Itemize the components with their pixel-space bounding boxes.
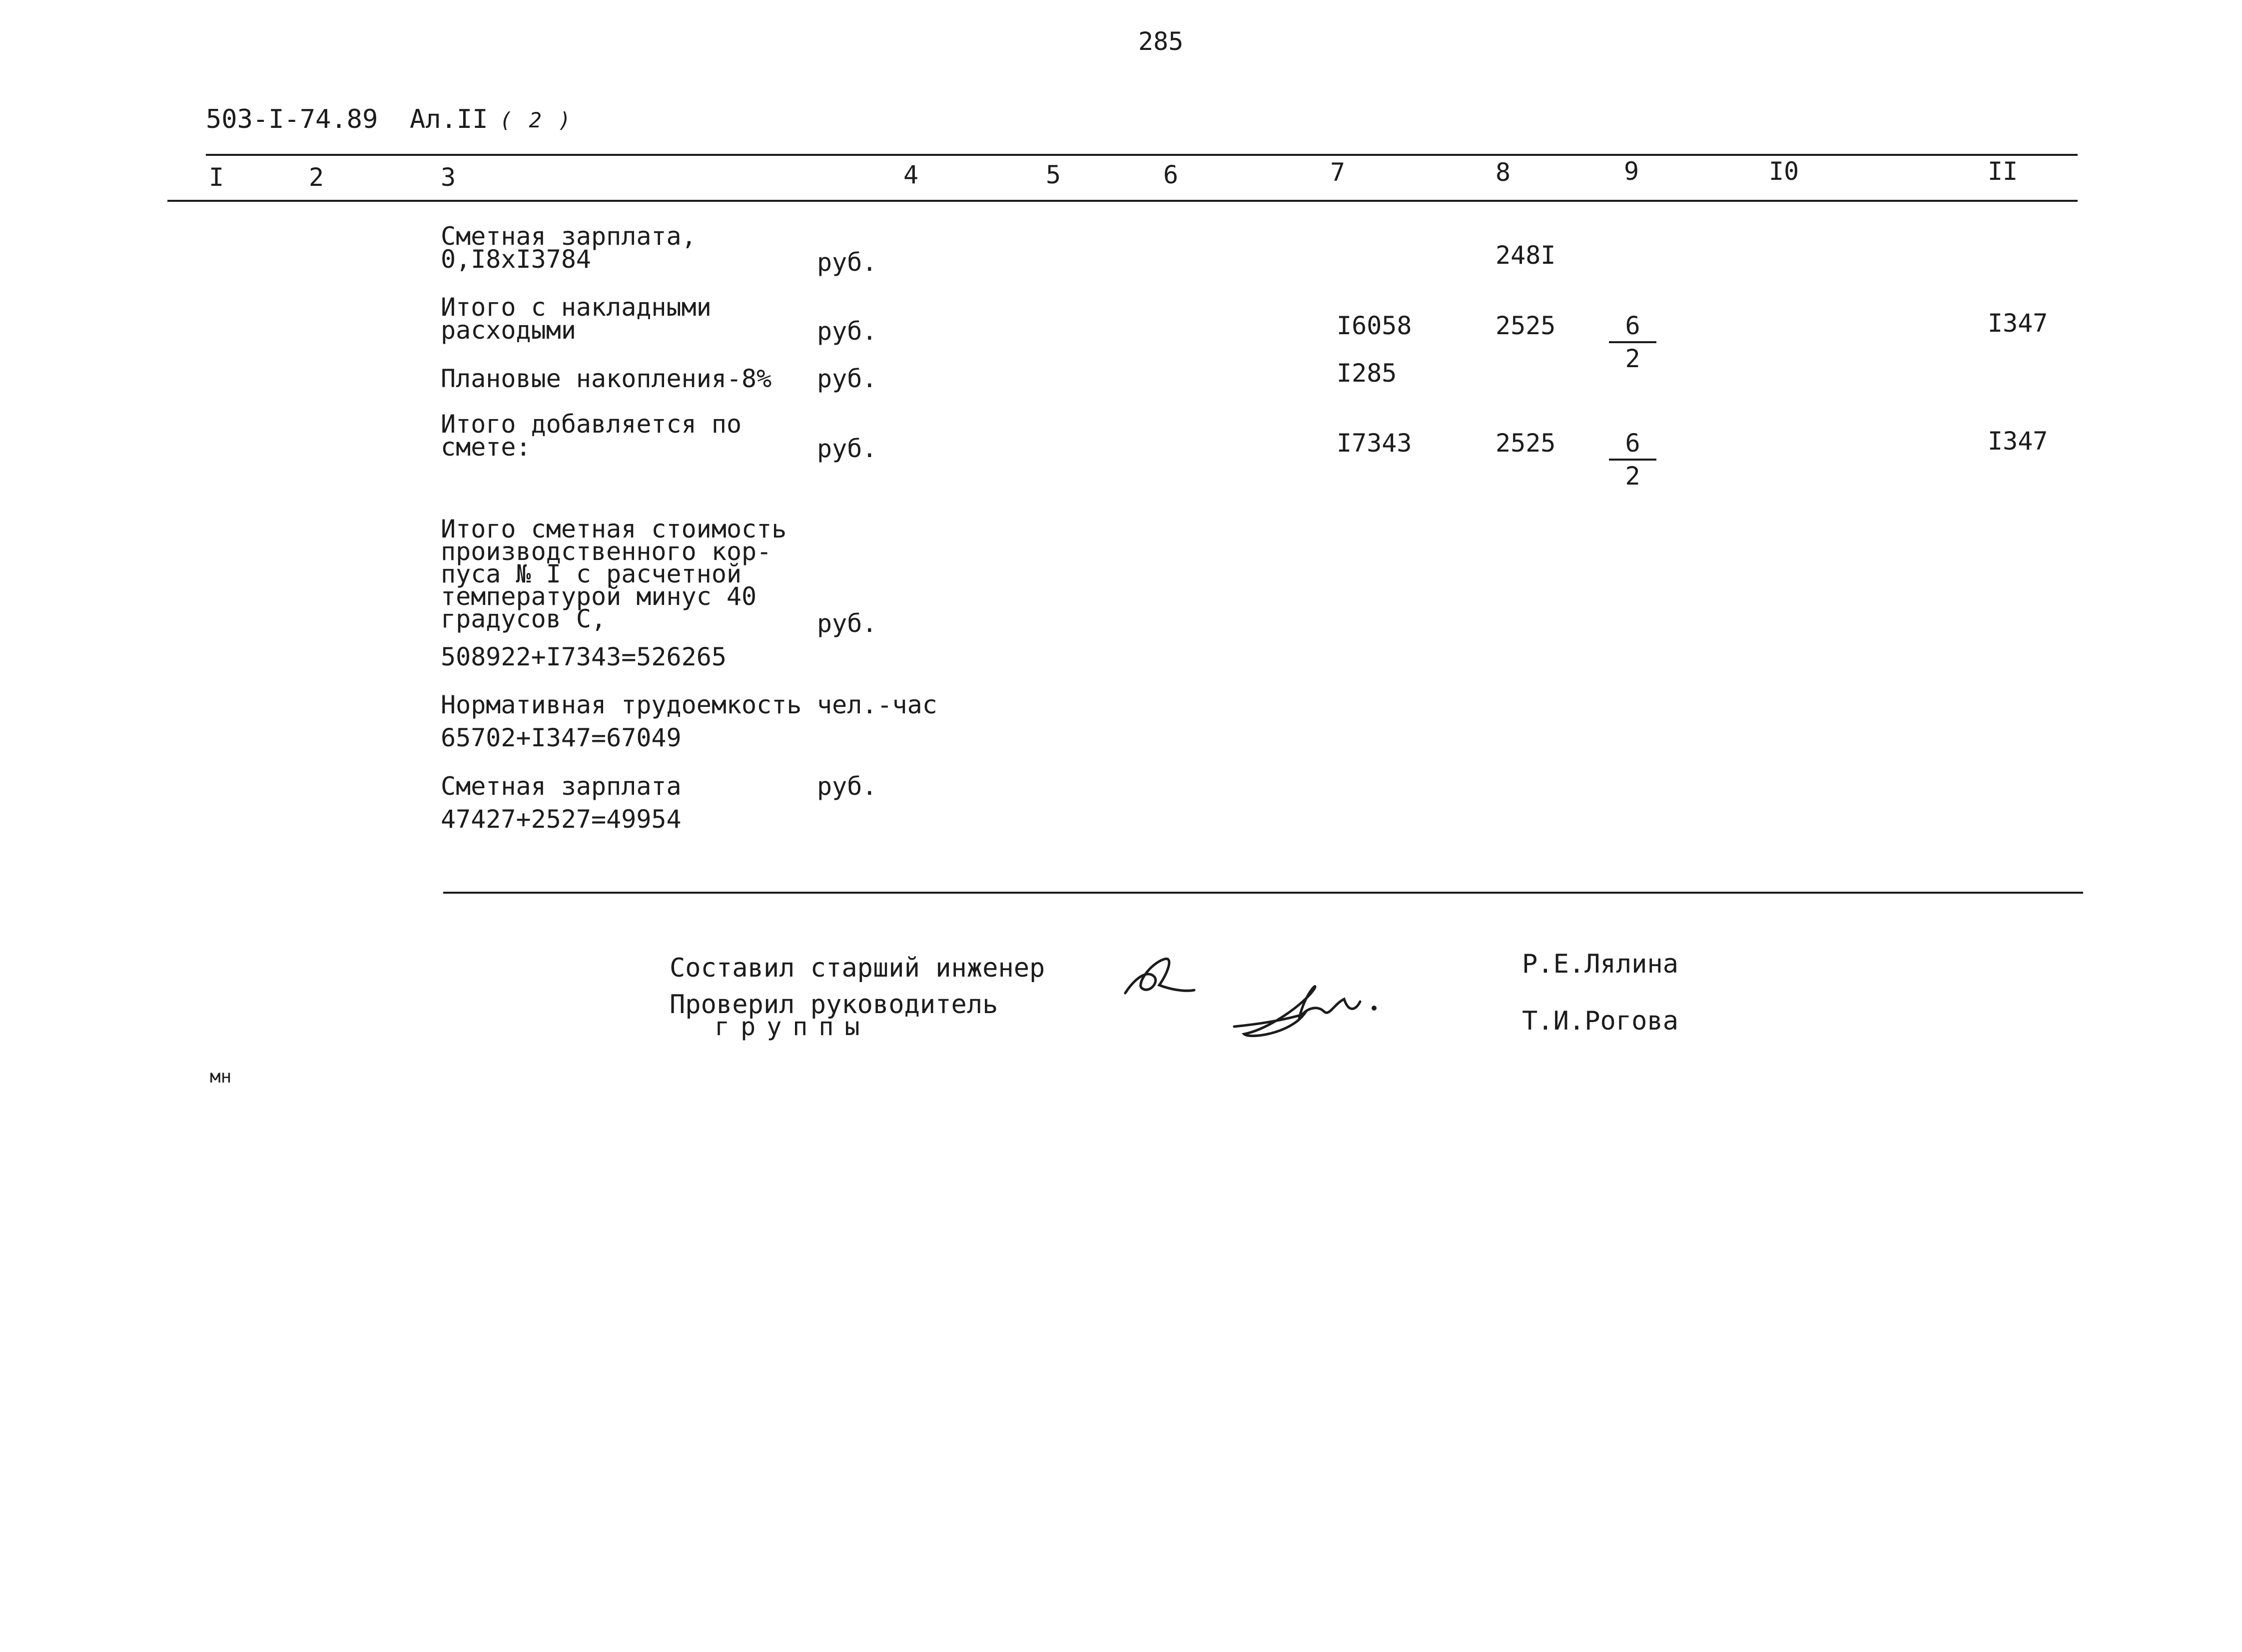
- column-header-9: 9: [1624, 157, 1639, 186]
- summary-1-name: Итого сметная стоимость производственного кор- пуса № I с расчетной температурой минус 40 градусов С,: [441, 515, 787, 633]
- row-4-col9-numerator: 6: [1609, 431, 1656, 461]
- row-2-col9-numerator: 6: [1609, 313, 1656, 343]
- compiler-name: Р.Е.Лялина: [1522, 949, 1679, 979]
- summary-3-unit: руб.: [817, 772, 877, 801]
- row-4-col9-denominator: 2: [1625, 462, 1640, 491]
- row-1-unit: руб.: [817, 248, 877, 277]
- compiler-signature: [1119, 949, 1209, 1009]
- compiled-by-label: Составил старший инженер: [670, 953, 1045, 983]
- checker-signature: [1229, 974, 1394, 1049]
- row-2-name: Итого с накладными расходыми: [441, 293, 712, 345]
- column-header-11: II: [1988, 157, 2018, 186]
- row-4-name: Итого добавляется по смете:: [441, 410, 742, 462]
- row-2-col7: I6058: [1337, 311, 1412, 340]
- row-2-col11: I347: [1988, 309, 2048, 338]
- row-2-unit: руб.: [817, 317, 877, 346]
- table-bottom-rule: [443, 892, 2083, 894]
- row-1-col8: 248I: [1495, 241, 1556, 270]
- column-header-10: I0: [1769, 157, 1799, 186]
- column-header-3: 3: [441, 163, 456, 192]
- column-header-6: 6: [1163, 160, 1179, 189]
- column-header-8: 8: [1495, 158, 1511, 187]
- row-3-unit: руб.: [817, 364, 877, 393]
- summary-3-name: Сметная зарплата: [441, 772, 682, 801]
- summary-2-name: Нормативная трудоемкость: [441, 690, 802, 719]
- summary-3-formula: 47427+2527=49954: [441, 805, 682, 834]
- summary-2-unit: чел.-час: [817, 690, 937, 719]
- row-3-name: Плановые накопления-8%: [441, 364, 772, 393]
- row-4-col9-fraction: [1609, 431, 1656, 489]
- row-4-col7: I7343: [1337, 429, 1412, 458]
- column-header-1: I: [209, 163, 224, 192]
- row-2-col9-fraction: [1609, 313, 1656, 371]
- column-header-2: 2: [309, 163, 324, 192]
- row-4-unit: руб.: [817, 434, 877, 463]
- footer-mark: мн: [210, 1067, 232, 1087]
- sheet-note: ( 2 ): [500, 108, 573, 132]
- row-2-col8: 2525: [1495, 311, 1556, 340]
- summary-1-unit: руб.: [817, 609, 877, 638]
- row-4-col11: I347: [1988, 427, 2048, 456]
- table-top-rule: [206, 154, 2078, 156]
- document-code: 503-I-74.89: [206, 104, 378, 134]
- column-header-4: 4: [903, 160, 919, 189]
- sheet-label: Ал.II: [410, 104, 488, 134]
- page-number: 285: [1138, 27, 1184, 56]
- row-1-name: Сметная зарплата, 0,I8xI3784: [441, 222, 697, 274]
- column-header-7: 7: [1330, 158, 1346, 187]
- checked-by-label-group: группы: [715, 1012, 871, 1041]
- checked-by-label: Проверил руководитель: [670, 990, 998, 1020]
- row-4-col8: 2525: [1495, 429, 1556, 458]
- row-2-col9-denominator: 2: [1625, 344, 1640, 373]
- row-3-col7: I285: [1337, 359, 1397, 388]
- column-header-5: 5: [1046, 160, 1061, 189]
- summary-1-formula: 508922+I7343=526265: [441, 642, 727, 671]
- table-header-rule: [167, 200, 2078, 202]
- summary-2-formula: 65702+I347=67049: [441, 723, 682, 752]
- checker-name: Т.И.Рогова: [1522, 1006, 1679, 1036]
